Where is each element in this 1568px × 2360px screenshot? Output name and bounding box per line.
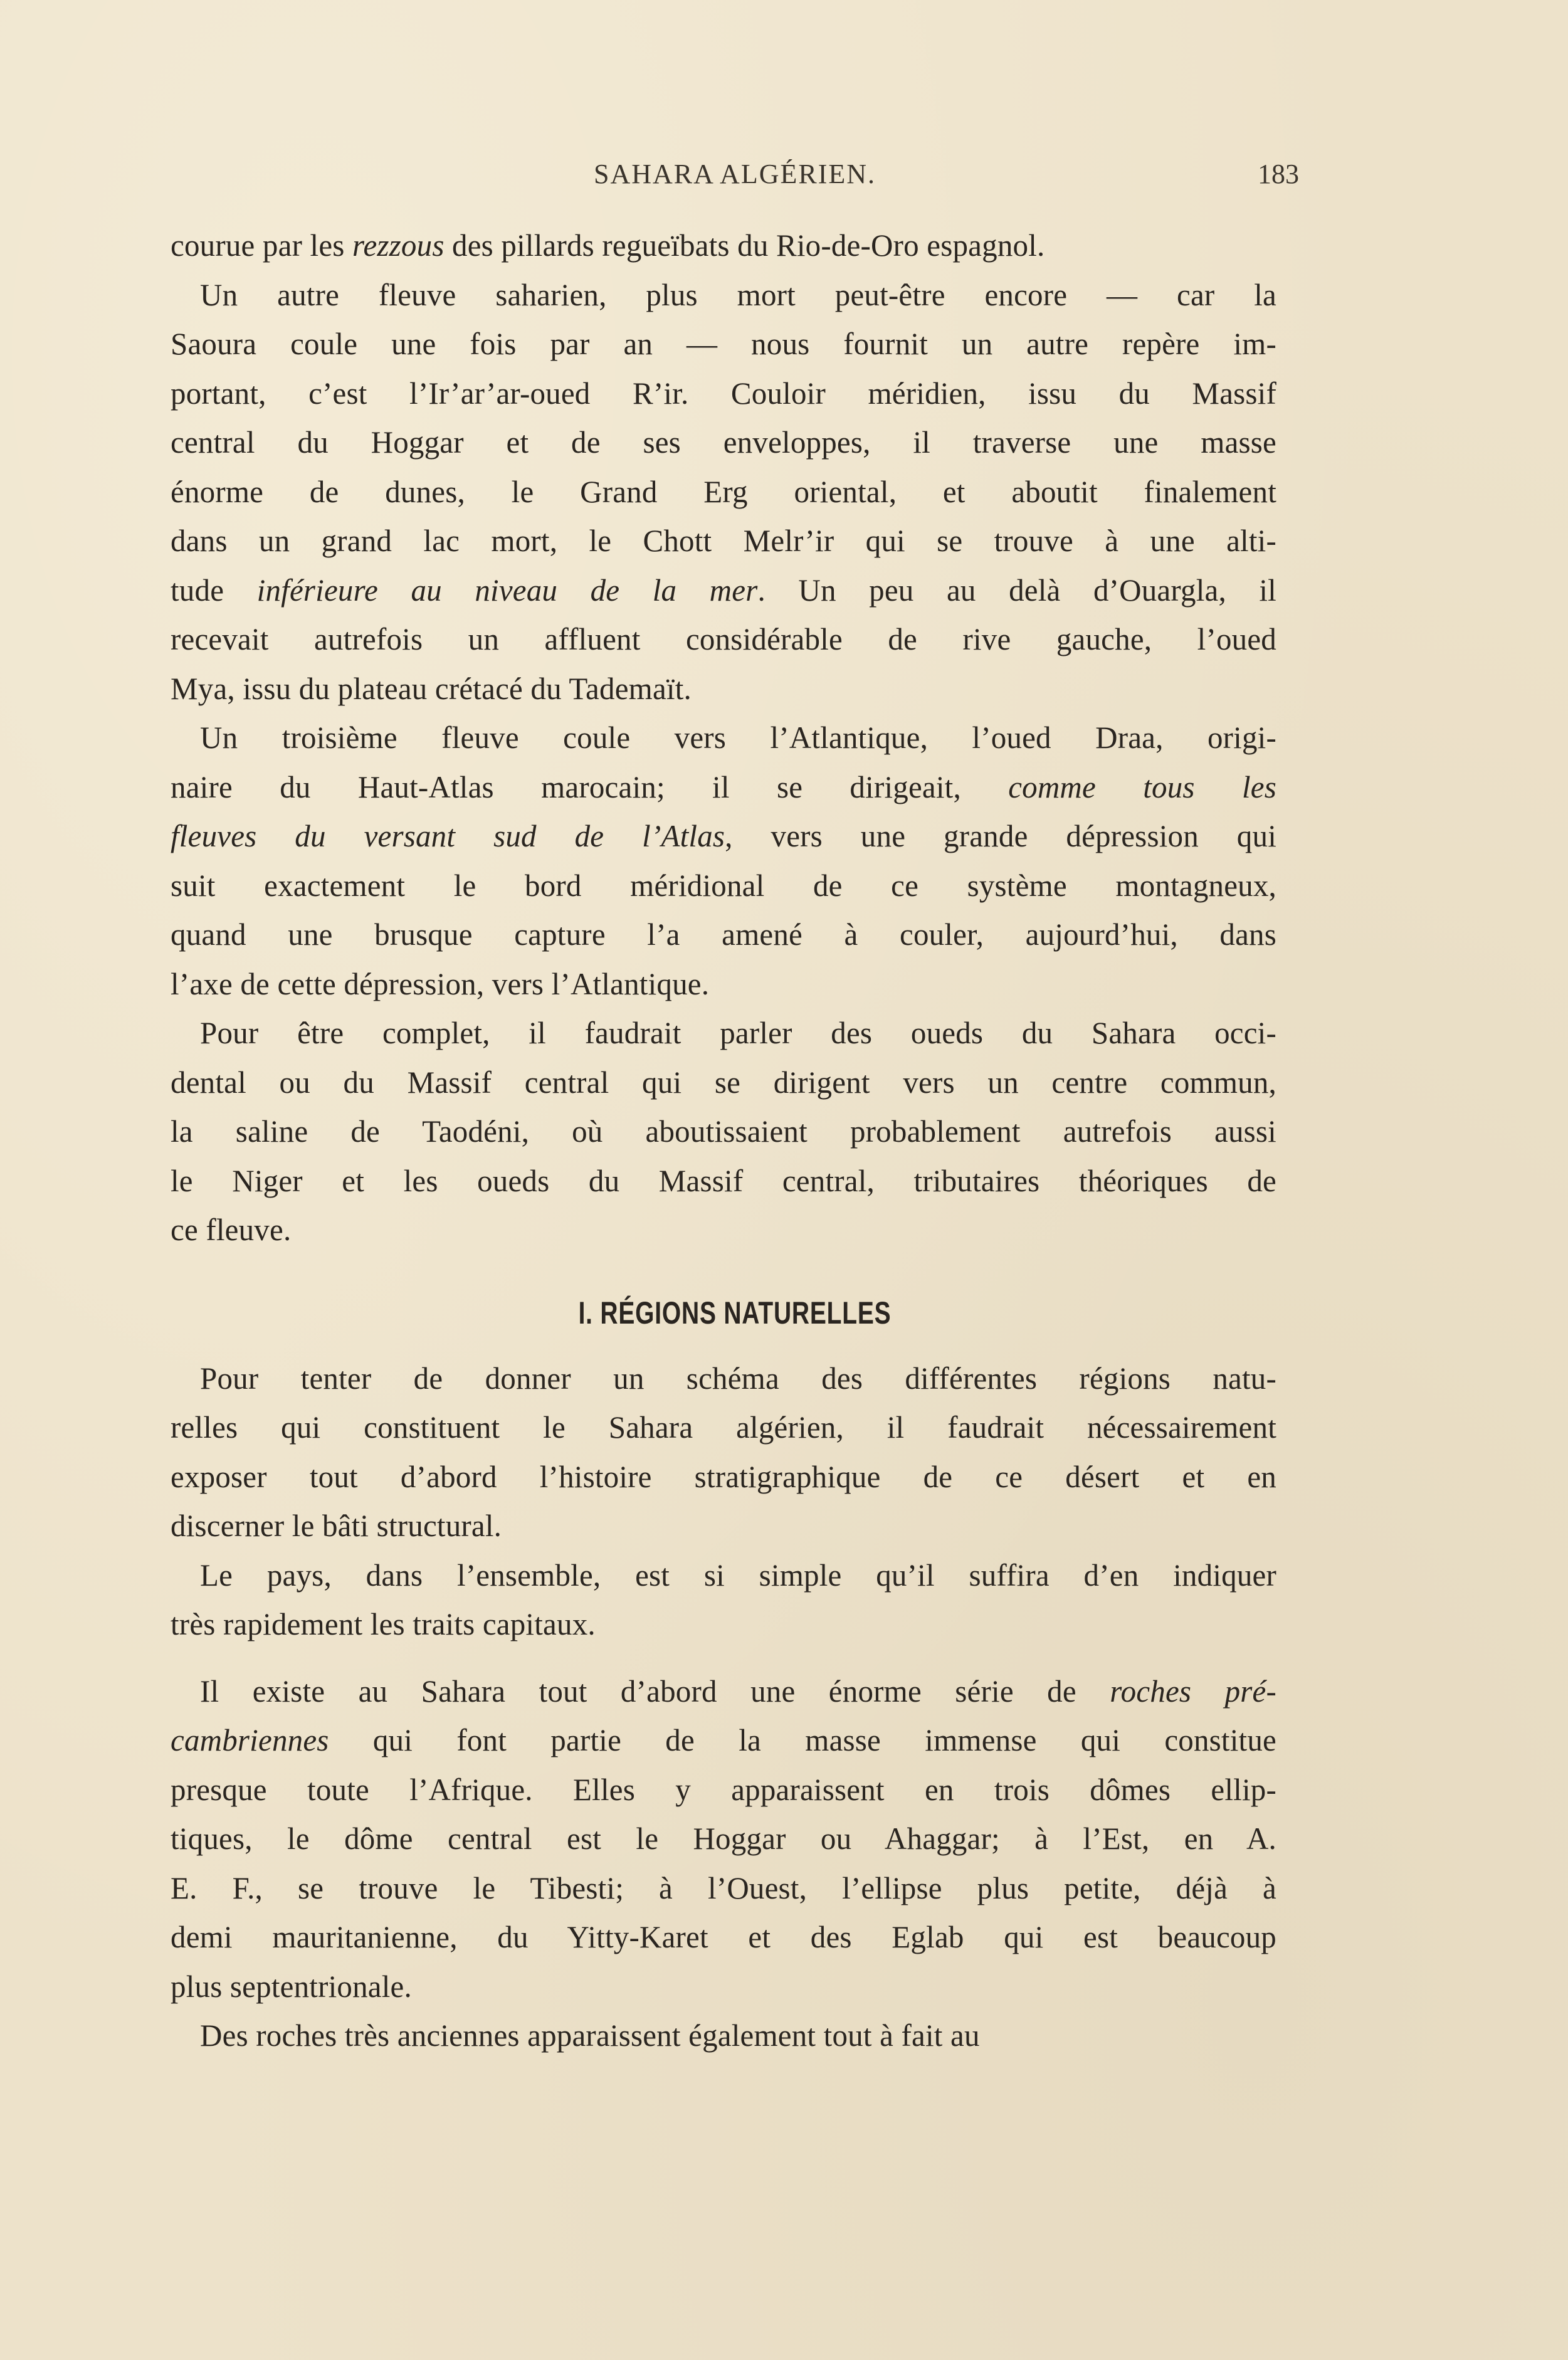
paragraph-p1	[171, 270, 1299, 714]
text-line	[171, 319, 1276, 369]
text-run: recevait autrefois un affluent considérable de rive gauche, l’oued	[171, 621, 1276, 656]
text-run: courue par les	[171, 228, 353, 263]
text-run: Il existe au Sahara tout d’abord une énorme série de	[200, 1673, 1110, 1709]
text-line	[171, 910, 1276, 959]
text-line	[171, 1765, 1276, 1815]
text-line	[171, 2011, 1276, 2060]
text-line	[171, 664, 1276, 714]
text-line	[171, 1452, 1276, 1502]
text-line	[171, 1962, 1276, 2011]
paragraph-p7	[171, 2011, 1299, 2060]
text-run: ce fleuve.	[171, 1212, 292, 1247]
text-line	[171, 811, 1276, 861]
text-run: l’axe de cette dépression, vers l’Atlantique.	[171, 966, 710, 1001]
text-line	[171, 762, 1276, 812]
text-run: suit exactement le bord méridional de ce système montagneux,	[171, 867, 1276, 903]
text-line	[171, 1156, 1276, 1206]
text-line	[171, 221, 1276, 270]
text-run: Un troisième fleuve coule vers l’Atlantique, l’oued Draa, origi-	[200, 720, 1276, 755]
text-run: des pillards regueïbats du Rio-de-Oro espagnol.	[444, 228, 1045, 263]
spacer	[171, 1649, 1299, 1667]
text-line	[171, 1814, 1276, 1863]
text-line	[171, 1354, 1276, 1403]
text-run: Pour tenter de donner un schéma des différentes régions natu-	[200, 1360, 1276, 1396]
text-run: Un autre fleuve saharien, plus mort peut-être encore — car la	[200, 277, 1276, 312]
text-run: . Un peu au delà d’Ouargla, il	[757, 572, 1276, 608]
text-run: exposer tout d’abord l’histoire stratigraphique de ce désert et en	[171, 1458, 1276, 1494]
text-run: quand une brusque capture l’a amené à couler, aujourd’hui, dans	[171, 917, 1276, 952]
italic-text: cambriennes	[171, 1722, 329, 1757]
text-line	[171, 1205, 1276, 1255]
section-heading: I. RÉGIONS NATURELLES	[578, 1295, 892, 1330]
text-line	[171, 861, 1276, 910]
text-line	[171, 1599, 1276, 1649]
text-run: presque toute l’Afrique. Elles y apparaissent en trois dômes ellip-	[171, 1771, 1276, 1807]
text-run: énorme de dunes, le Grand Erg oriental, et aboutit finalement	[171, 473, 1276, 509]
text-run: le Niger et les oueds du Massif central, tributaires théoriques de	[171, 1162, 1276, 1198]
text-run: central du Hoggar et de ses enveloppes, il traverse une masse	[171, 424, 1276, 460]
text-run: relles qui constituent le Sahara algérien, il faudrait nécessairement	[171, 1409, 1276, 1445]
running-title: SAHARA ALGÉRIEN.	[593, 159, 876, 189]
text-run: la saline de Taodéni, où aboutissaient probablement autrefois aussi	[171, 1114, 1276, 1149]
text-run: tude	[171, 572, 257, 608]
text-run: Mya, issu du plateau crétacé du Tademaït.	[171, 670, 692, 706]
text-run: tiques, le dôme central est le Hoggar ou Ahaggar; à l’Est, en A.	[171, 1821, 1276, 1856]
text-run: plus septentrionale.	[171, 1968, 412, 2004]
text-line	[171, 1863, 1276, 1913]
italic-text: inférieure au niveau de la mer	[256, 572, 758, 608]
paragraph-p0	[171, 221, 1299, 270]
text-line	[171, 369, 1276, 418]
text-line	[171, 1667, 1276, 1716]
text-line	[171, 1107, 1276, 1156]
text-line	[171, 516, 1276, 566]
text-line	[171, 270, 1276, 320]
text-run: naire du Haut-Atlas marocain; il se dirigeait,	[171, 769, 1009, 804]
text-run: qui font partie de la masse immense qui constitue	[329, 1722, 1276, 1757]
text-run: E. F., se trouve le Tibesti; à l’Ouest, l’ellipse plus petite, déjà à	[171, 1870, 1276, 1905]
text-run: Pour être complet, il faudrait parler des oueds du Sahara occi-	[200, 1015, 1276, 1050]
paragraph-p2	[171, 713, 1299, 1008]
text-line	[171, 614, 1276, 664]
italic-text: comme tous les	[1008, 769, 1276, 804]
paragraph-p6	[171, 1667, 1299, 2011]
text-line	[171, 1403, 1276, 1452]
spacer	[171, 1255, 1299, 1272]
running-head	[171, 155, 1299, 193]
text-line	[171, 1715, 1276, 1765]
text-line	[171, 1058, 1276, 1107]
text-line	[171, 566, 1276, 615]
text-run: dans un grand lac mort, le Chott Melr’ir qui se trouve à une alti-	[171, 523, 1276, 558]
text-line	[171, 1551, 1276, 1600]
paragraphs-before-heading	[171, 221, 1299, 1255]
text-run: discerner le bâti structural.	[171, 1508, 502, 1543]
paragraph-p4	[171, 1354, 1299, 1551]
text-run: dental ou du Massif central qui se dirigent vers un centre commun,	[171, 1064, 1276, 1100]
text-run: Saoura coule une fois par an — nous fournit un autre repère im-	[171, 326, 1276, 361]
italic-text: fleuves du versant sud de l’Atlas	[171, 818, 725, 853]
text-run: très rapidement les traits capitaux.	[171, 1606, 596, 1641]
text-line	[171, 1501, 1276, 1551]
text-run: , vers une grande dépression qui	[725, 818, 1276, 853]
text-line	[171, 1912, 1276, 1962]
text-run: Des roches très anciennes apparaissent également tout à fait au	[200, 2018, 980, 2053]
paragraph-p5	[171, 1551, 1299, 1649]
paragraphs-after-heading	[171, 1354, 1299, 2060]
text-run: Le pays, dans l’ensemble, est si simple qu’il suffira d’en indiquer	[200, 1557, 1276, 1593]
page-body	[171, 221, 1299, 2060]
italic-text: rezzous	[352, 228, 445, 263]
page-number: 183	[1258, 159, 1299, 189]
text-run: demi mauritanienne, du Yitty-Karet et des Eglab qui est beaucoup	[171, 1919, 1276, 1954]
paragraph-p3	[171, 1008, 1299, 1255]
text-line	[171, 959, 1276, 1009]
italic-text: roches pré-	[1110, 1673, 1277, 1709]
text-line	[171, 713, 1276, 762]
text-line	[171, 467, 1276, 517]
text-line	[171, 1008, 1276, 1058]
text-run: portant, c’est l’Ir’ar’ar-oued R’ir. Couloir méridien, issu du Massif	[171, 375, 1276, 411]
text-line	[171, 418, 1276, 467]
